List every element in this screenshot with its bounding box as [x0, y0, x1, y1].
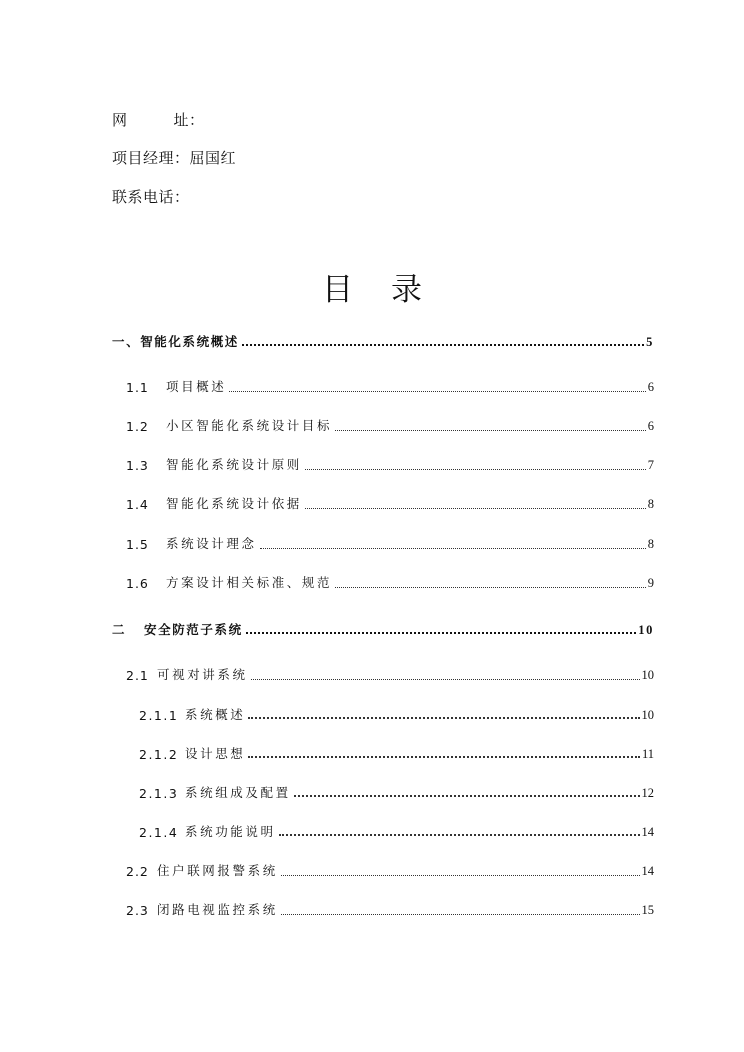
toc-entry-page: 14	[641, 864, 654, 878]
toc-entry-page: 12	[641, 786, 654, 800]
toc-leader-dots	[281, 913, 640, 915]
toc-entry[interactable]	[112, 332, 654, 350]
toc-entry[interactable]	[126, 573, 654, 591]
toc-entry-page: 5	[646, 335, 654, 349]
toc-leader-dots	[305, 468, 646, 470]
toc-entry-number: 1.6	[126, 576, 149, 591]
toc-entry-label: 智能化系统设计原则	[166, 457, 302, 472]
toc-entry-number: 1.1	[126, 380, 149, 395]
toc-entry[interactable]	[126, 377, 654, 395]
toc-entry-label: 智能化系统设计依据	[166, 496, 302, 511]
toc-entry[interactable]	[139, 744, 654, 762]
toc-entry[interactable]	[139, 822, 654, 840]
toc-entry-label: 安全防范子系统	[144, 622, 243, 637]
toc-entry-label: 系统功能说明	[185, 824, 276, 839]
toc-entry-label: 项目概述	[166, 379, 227, 394]
toc-entry-number: 1.3	[126, 458, 149, 473]
toc-entry-page: 14	[641, 825, 654, 839]
toc-leader-dots	[279, 833, 640, 836]
toc-leader-dots	[335, 586, 646, 588]
toc-entry-number: 2.1	[126, 668, 149, 683]
toc-entry[interactable]	[126, 900, 654, 918]
toc-entry-label: 系统组成及配置	[185, 785, 291, 800]
toc-entry-page: 8	[647, 537, 654, 551]
toc-entry[interactable]	[126, 665, 654, 683]
toc-entry-label: 闭路电视监控系统	[157, 902, 278, 917]
toc-entry[interactable]	[126, 534, 654, 552]
toc-leader-dots	[248, 716, 639, 719]
toc-entry-number: 2.1.2	[139, 747, 179, 762]
toc-entry-label: 设计思想	[185, 746, 246, 761]
phone-line	[112, 186, 190, 207]
toc-entry-number: 1.2	[126, 419, 149, 434]
phone-label: 联系电话：	[112, 188, 190, 206]
toc-leader-dots	[242, 343, 644, 346]
toc-entry-number: 1.4	[126, 497, 149, 512]
project-manager-label: 项目经理：	[112, 149, 190, 167]
toc-entry-page: 7	[647, 458, 654, 472]
toc-leader-dots	[335, 429, 646, 431]
toc-entry-number: 2.2	[126, 864, 149, 879]
toc-entry[interactable]	[139, 783, 654, 801]
toc-title-char-2: 录	[391, 272, 422, 308]
toc-entry-page: 6	[647, 419, 654, 433]
toc-leader-dots	[251, 678, 640, 680]
toc-entry-number: 二	[112, 622, 127, 637]
toc-entry-page: 8	[647, 497, 654, 511]
toc-entry-number: 2.1.3	[139, 786, 179, 801]
website-line	[112, 109, 205, 130]
toc-entry-page: 10	[638, 623, 654, 637]
toc-entry[interactable]	[139, 705, 654, 723]
toc-entry[interactable]	[126, 494, 654, 512]
toc-entry[interactable]	[126, 455, 654, 473]
toc-entry-number: 1.5	[126, 537, 149, 552]
toc-leader-dots	[248, 755, 640, 758]
toc-entry-label: 可视对讲系统	[157, 667, 248, 682]
toc-leader-dots	[294, 794, 640, 797]
toc-entry-label: 方案设计相关标准、规范	[166, 575, 333, 590]
toc-entry[interactable]	[126, 416, 654, 434]
website-label-a: 网	[112, 111, 128, 129]
toc-entry-label: 系统概述	[185, 707, 246, 722]
toc-leader-dots	[260, 547, 646, 549]
toc-title-char-1: 目	[322, 272, 353, 308]
toc-entry-page: 15	[641, 903, 654, 917]
toc-title	[0, 264, 744, 309]
toc-leader-dots	[229, 390, 645, 392]
project-manager-name: 屈国红	[189, 149, 237, 167]
toc-entry-page: 6	[647, 380, 654, 394]
toc-leader-dots	[246, 631, 637, 634]
toc-leader-dots	[305, 507, 646, 509]
toc-leader-dots	[281, 874, 640, 876]
toc-entry[interactable]	[126, 861, 654, 879]
toc-entry-number: 2.1.1	[139, 708, 179, 723]
toc-entry-number: 一、	[112, 334, 141, 349]
toc-entry-label: 小区智能化系统设计目标	[166, 418, 333, 433]
toc-entry-page: 10	[641, 668, 654, 682]
toc-entry-page: 10	[641, 708, 654, 722]
toc-entry-label: 住户联网报警系统	[157, 863, 278, 878]
toc-entry[interactable]	[112, 620, 654, 638]
toc-entry-page: 9	[647, 576, 654, 590]
toc-entry-number: 2.3	[126, 903, 149, 918]
toc-entry-number: 2.1.4	[139, 825, 179, 840]
website-label-b: 址：	[173, 111, 205, 129]
project-manager-line	[112, 147, 236, 168]
toc-entry-label: 系统设计理念	[166, 536, 257, 551]
toc-entry-page: 11	[641, 747, 654, 761]
toc-entry-label: 智能化系统概述	[140, 334, 239, 349]
